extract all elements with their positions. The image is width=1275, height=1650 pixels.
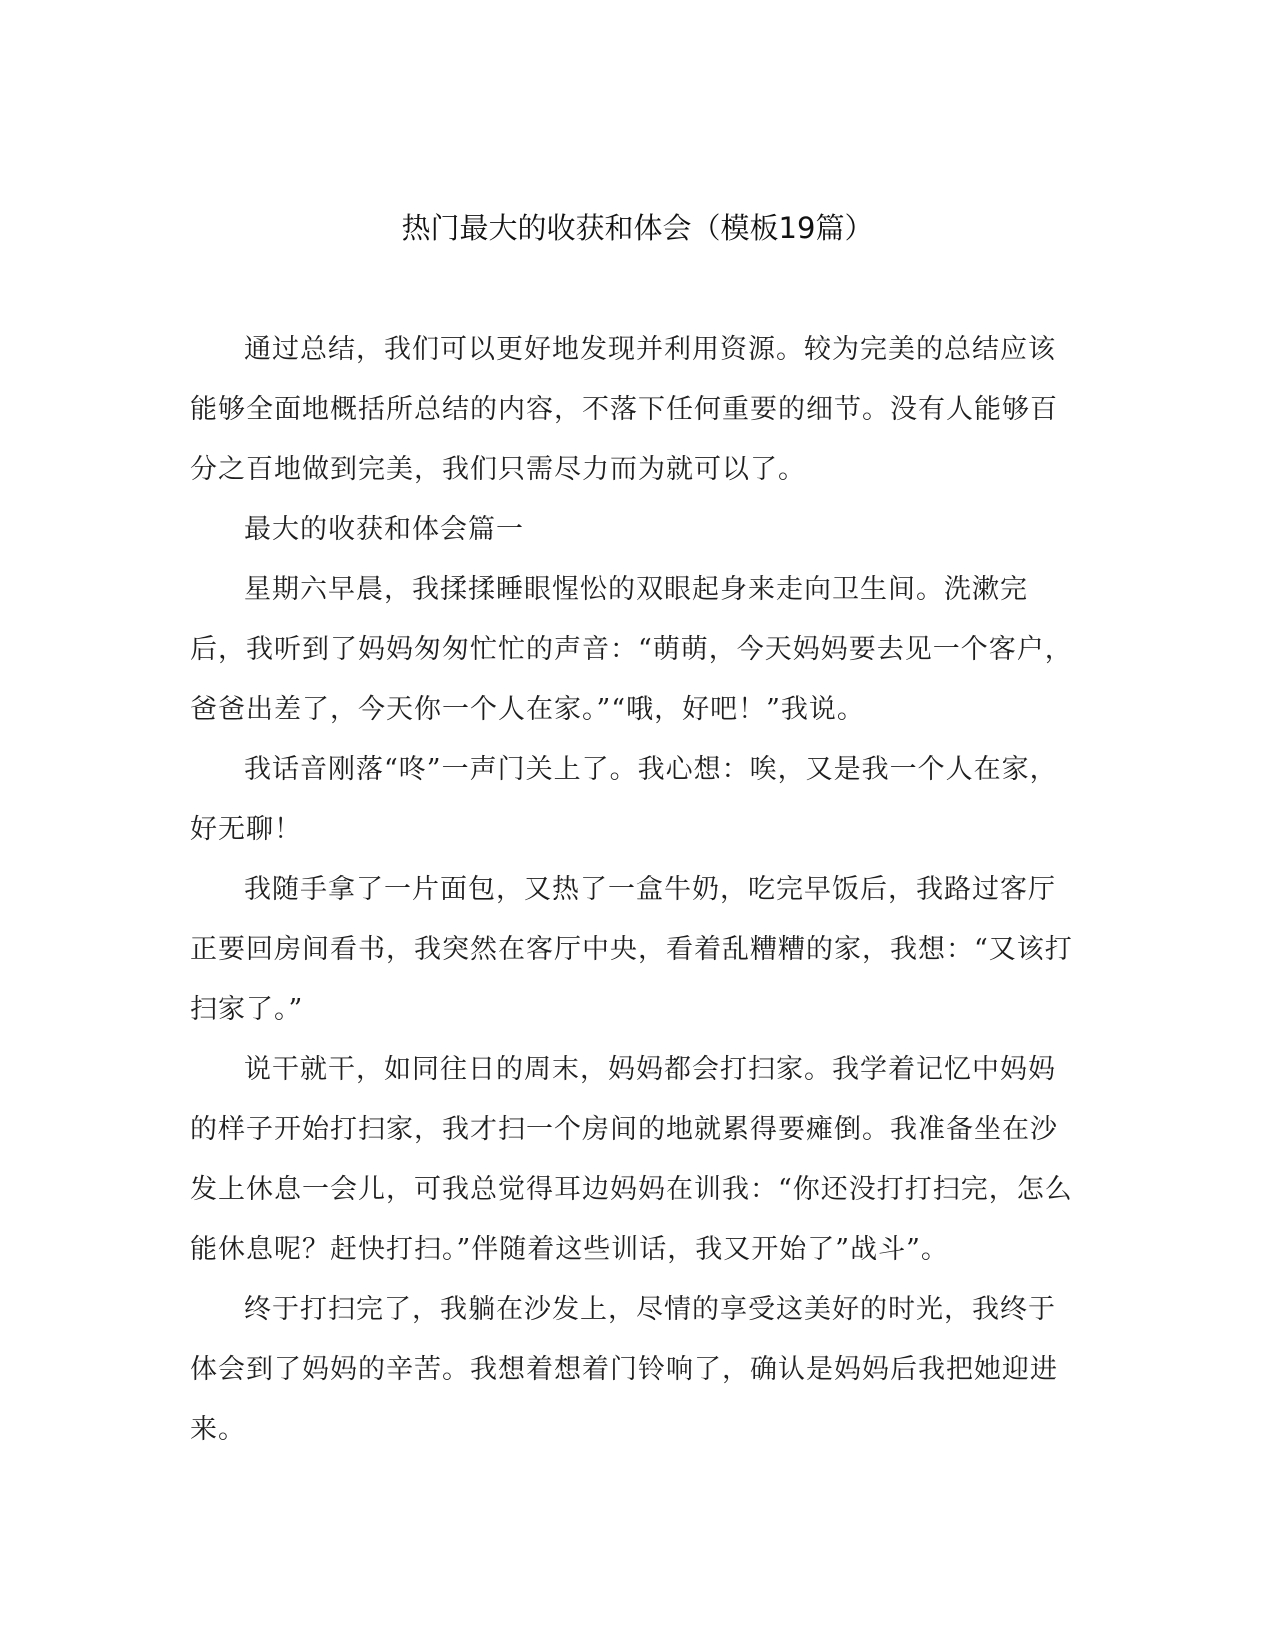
document-title: 热门最大的收获和体会（模板19篇） (401, 211, 874, 245)
body-paragraph: 我话音刚落“咚”一声门关上了。我心想：唉，又是我一个人在家，好无聊！ (190, 754, 1058, 845)
document-body (190, 320, 1080, 1460)
body-paragraph: 终于打扫完了，我躺在沙发上，尽情的享受这美好的时光，我终于体会到了妈妈的辛苦。我想着想着门铃响了，确认是妈妈后我把她迎进来。 (190, 1294, 1058, 1445)
section-heading: 最大的收获和体会篇一 (244, 514, 524, 545)
body-paragraph: 我随手拿了一片面包，又热了一盒牛奶，吃完早饭后，我路过客厅正要回房间看书，我突然在客厅中央，看着乱糟糟的家，我想：“又该打扫家了。” (190, 874, 1073, 1025)
body-paragraph: 星期六早晨，我揉揉睡眼惺忪的双眼起身来走向卫生间。洗漱完后，我听到了妈妈匆匆忙忙的声音：“萌萌，今天妈妈要去见一个客户，爸爸出差了，今天你一个人在家。”“哦，好吧！”我说。 (190, 574, 1073, 725)
intro-paragraph: 通过总结，我们可以更好地发现并利用资源。较为完美的总结应该能够全面地概括所总结的内容，不落下任何重要的细节。没有人能够百分之百地做到完美，我们只需尽力而为就可以了。 (190, 334, 1058, 485)
body-paragraph: 说干就干，如同往日的周末，妈妈都会打扫家。我学着记忆中妈妈的样子开始打扫家，我才扫一个房间的地就累得要瘫倒。我准备坐在沙发上休息一会儿，可我总觉得耳边妈妈在训我：“你还没打打扫完，怎么能休息呢？赶快打扫。”伴随着这些训话，我又开始了”战斗”。 (190, 1054, 1073, 1265)
